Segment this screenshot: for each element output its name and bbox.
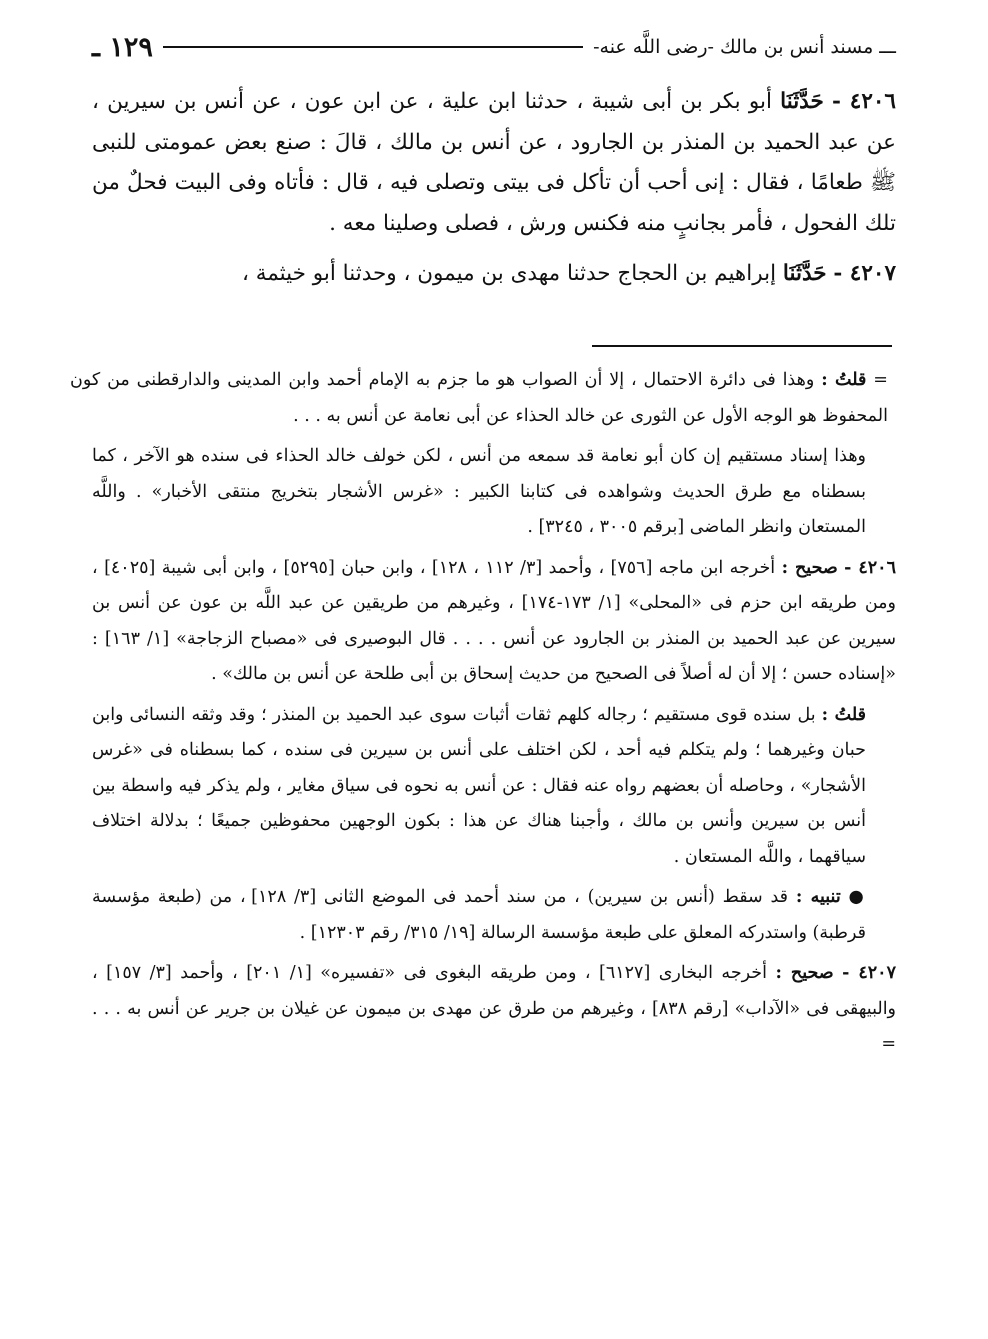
note-body: أخرجه البخارى [٦١٢٧] ، ومن طريقه البغوى فى «تفسيره» [١/ ٢٠١] ، وأحمد [٣/ ١٥٧] ، والبيهقى فى «الآداب» [رقم ٨٣٨] ، وغيرهم من طرق عن مهدى بن ميمون عن غيلان بن جرير عن أنس به . . .	[92, 963, 897, 1019]
note-body: أخرجه ابن ماجه [٧٥٦] ، وأحمد [٣/ ١١٢ ، ١٢٨] ، وابن حبان [٥٢٩٥] ، وابن أبى شيبة [٤٠٢٥] ، ومن طريقه ابن حزم فى «المحلى» [١/ ١٧٣-١٧٤] ، وغيرهم من طريقين عن عبد اللَّه بن عون عن أنس بن سيرين عن عبد الحميد بن المنذر بن الجارود عن أنس . . . . قال البوصيرى فى «مصباح الزجاجة» [١/ ١٦٣] : «إسناده حسن ؛ إلا أن له أصلاً فى الصحيح من حديث إسحاق بن أبى طلحة عن أنس بن مالك» .	[92, 557, 896, 684]
bullet-icon: ●	[848, 887, 866, 907]
note-number: ٤٢٠٧ -	[842, 963, 896, 983]
hadith-4206	[92, 82, 896, 244]
continuation-mark: =	[881, 1034, 896, 1054]
note-keyword: تنبيه :	[795, 887, 841, 907]
narration-keyword: حَدَّثَنَا	[782, 261, 827, 286]
continuation-mark: =	[873, 370, 888, 390]
note-4207	[92, 956, 896, 1063]
note-continued	[70, 363, 888, 434]
note-4206	[92, 551, 896, 693]
note-keyword: قلتُ :	[821, 704, 866, 725]
note-grade: صحيح :	[775, 963, 834, 983]
note-grade: صحيح :	[781, 557, 838, 578]
footnote-separator	[592, 345, 892, 347]
hadith-text	[92, 82, 896, 305]
note-body: بل سنده قوى مستقيم ؛ رجاله كلهم ثقات أثبات سوى عبد الحميد بن المنذر ؛ وقد وثقه النسائى وابن حبان وغيرهما ؛ ولم يتكلم فيه أحد ، لكن اختلف على أنس بن سيرين فى سنده ، كما بسطناه فى «غرس الأشجار» ، وحاصله أن بعضهم رواه عنه فقال : عن أنس به نحوه فى سياق مغاير ، ولم يذكر فيه واسطة بين أنس بن سيرين وأنس بن مالك ، وأجبنا هناك عن هذا : بكون الوجهين محفوظين جميعًا ؛ بدلالة اختلاف سياقهما ، واللَّه المستعان .	[92, 704, 866, 867]
hadith-number: ٤٢٠٦ -	[831, 89, 896, 114]
footnotes	[70, 363, 897, 1068]
note-paragraph	[92, 439, 896, 546]
hadith-body: إبراهيم بن الحجاج حدثنا مهدى بن ميمون ، وحدثنا أبو خيثمة ،	[241, 261, 777, 286]
hadith-4207	[92, 254, 896, 295]
page-number: ١٢٩ ـ	[92, 31, 153, 63]
hadith-number: ٤٢٠٧ -	[833, 261, 896, 286]
narration-keyword: حَدَّثَنَا	[780, 89, 824, 114]
running-header	[92, 30, 896, 64]
note-warning	[92, 880, 896, 951]
note-body: قد سقط (أنس بن سيرين) ، من سند أحمد فى الموضع الثانى [٣/ ١٢٨] ، من (طبعة مؤسسة قرطبة) واستدركه المعلق على طبعة مؤسسة الرسالة [١٩/ ٣١٥/ رقم ١٢٣٠٣] .	[92, 887, 866, 943]
note-paragraph	[92, 698, 896, 876]
hadith-body: أبو بكر بن أبى شيبة ، حدثنا ابن علية ، عن ابن عون ، عن أنس بن سيرين ، عن عبد الحميد بن المنذر بن الجارود ، عن أنس بن مالك ، قالَ : صنع بعض عمومتى للنبى ﷺ طعامًا ، فقال : إنى أحب أن تأكل فى بيتى وتصلى فيه ، قال : فأتاه وفى البيت فحلٌ من تلك الفحول ، فأمر بجانبٍ منه فكنس ورش ، فصلى وصلينا معه .	[92, 89, 896, 236]
note-number: ٤٢٠٦ -	[844, 557, 896, 578]
note-body: وهذا فى دائرة الاحتمال ، إلا أن الصواب هو ما جزم به الإمام أحمد وابن المدينى والدارقطنى من كون المحفوظ هو الوجه الأول عن الثورى عن خالد الحذاء عن أبى نعامة عن أنس به . . .	[70, 370, 888, 426]
header-rule	[163, 46, 583, 48]
note-keyword: قلتُ :	[821, 370, 867, 390]
header-title: ـــ مسند أنس بن مالك -رضى اللَّه عنه-	[593, 36, 896, 58]
note-body: وهذا إسناد مستقيم إن كان أبو نعامة قد سمعه من أنس ، لكن خولف خالد الحذاء فى سنده هو الآخر ، كما بسطناه مع طرق الحديث وشواهده فى كتابنا الكبير : «غرس الأشجار بتخريج منتقى الأخبار» . واللَّه المستعان وانظر الماضى [برقم ٣٠٠٥ ، ٣٢٤٥] .	[92, 446, 866, 537]
